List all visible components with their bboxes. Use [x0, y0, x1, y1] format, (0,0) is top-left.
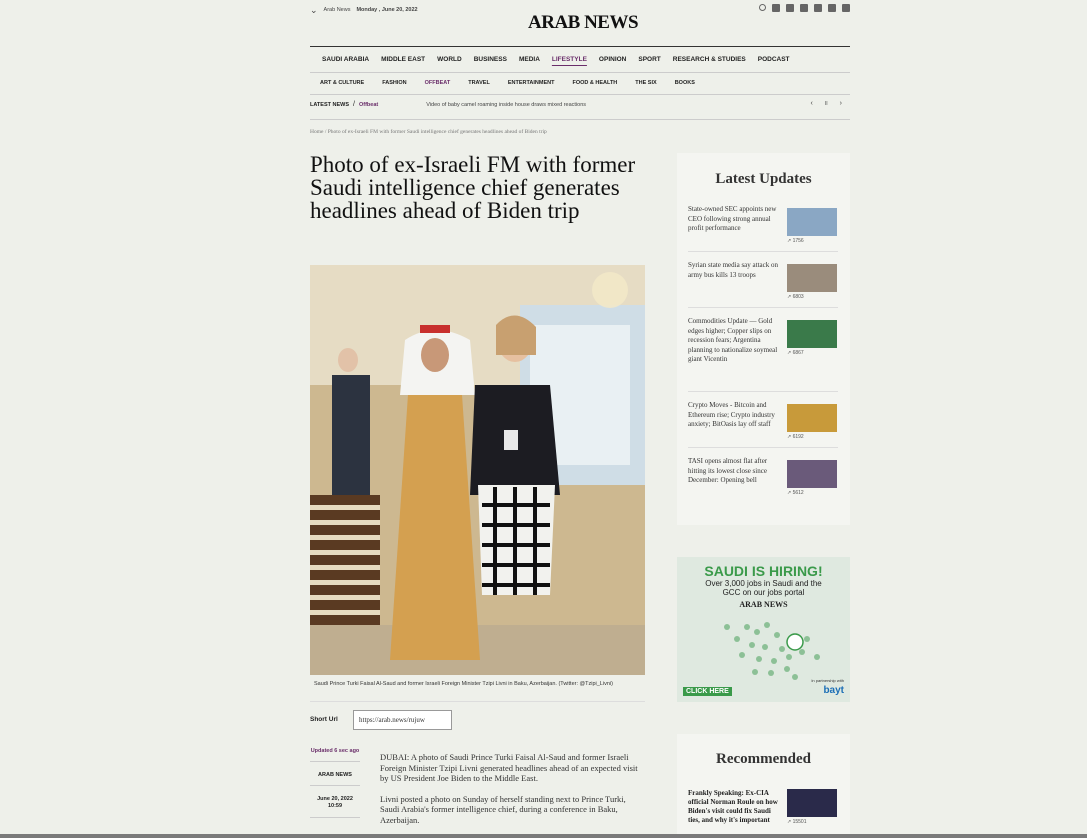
date-row	[310, 6, 418, 14]
subnav-offbeat[interactable]: OFFBEAT	[424, 80, 451, 86]
update-headline[interactable]: Commodities Update — Gold edges higher; Copper slips on recession fears; Argentina planning to nationalize soymeal giant Vicentin	[688, 317, 778, 363]
recommended-thumbnail[interactable]	[787, 789, 837, 817]
current-date: Monday , June 20, 2022	[356, 7, 418, 13]
jobs-ad-banner[interactable]	[677, 557, 850, 702]
recommended-panel	[677, 734, 850, 838]
update-views	[787, 490, 804, 496]
update-headline[interactable]: State-owned SEC appoints new CEO following strong annual profit performance	[688, 205, 777, 232]
recommended-headline[interactable]: Frankly Speaking: Ex-CIA official Norman Roule on how Biden's visit could fix Saudi ties, and why it's important	[688, 789, 778, 824]
article-title: Photo of ex-Israeli FM with former Saudi intelligence chief generates headlines ahead of Biden trip	[310, 152, 636, 223]
update-views	[787, 434, 804, 440]
ticker-controls	[811, 100, 842, 109]
breadcrumb-separator: /	[324, 129, 328, 135]
ad-headline: SAUDI IS HIRING!	[704, 563, 823, 579]
nav-opinion[interactable]: OPINION	[598, 56, 627, 63]
bayt-logo: bayt	[823, 685, 844, 696]
subnav-fashion[interactable]: FASHION	[382, 80, 407, 86]
trend-icon: ↗	[787, 434, 793, 440]
trend-icon: ↗	[787, 490, 793, 496]
update-views	[787, 294, 804, 300]
update-view-count: 6192	[792, 434, 804, 440]
article-body	[380, 752, 645, 835]
update-item[interactable]	[688, 261, 838, 308]
meta-divider	[310, 817, 360, 818]
trend-icon: ↗	[787, 350, 793, 356]
nav-saudi-arabia[interactable]: SAUDI ARABIA	[322, 56, 370, 63]
update-view-count: 5612	[792, 490, 804, 496]
nav-business[interactable]: BUSINESS	[473, 56, 507, 63]
ticker-prev-button[interactable]: ‹	[810, 100, 813, 107]
update-thumbnail[interactable]	[787, 208, 837, 236]
update-thumbnail[interactable]	[787, 460, 837, 488]
update-view-count: 6803	[792, 294, 804, 300]
edition-selector[interactable]: Arab News	[323, 7, 351, 13]
caption-divider	[310, 701, 645, 702]
update-thumbnail[interactable]	[787, 404, 837, 432]
updated-time: Updated 6 sec ago	[310, 748, 360, 754]
rss-icon[interactable]	[828, 4, 836, 12]
subnav-the-six[interactable]: THE SIX	[635, 80, 657, 86]
update-thumbnail[interactable]	[787, 264, 837, 292]
header-divider	[310, 46, 850, 47]
ad-subheadline: Over 3,000 jobs in Saudi and the GCC on our jobs portal	[705, 579, 822, 597]
ad-partner-note: In partnership with	[811, 678, 844, 683]
update-view-count: 1756	[792, 238, 804, 244]
nav-world[interactable]: WORLD	[437, 56, 462, 63]
update-thumbnail[interactable]	[787, 320, 837, 348]
youtube-icon[interactable]	[842, 4, 850, 12]
ad-click-here-button[interactable]: CLICK HERE	[683, 687, 732, 696]
short-url-field[interactable]: https://arab.news/rujuw	[353, 710, 452, 730]
ticker-separator: /	[353, 101, 355, 108]
photo-caption: Saudi Prince Turki Faisal Al-Saud and former Israeli Foreign Minister Tzipi Livni in Baku, Azerbaijan. (Twitter: @Tzipi_Livni)	[314, 681, 613, 687]
ticker-category[interactable]: Offbeat	[358, 101, 379, 108]
ad-brand: ARAB NEWS	[739, 600, 788, 609]
subnav-divider	[310, 94, 850, 95]
published-time: 10:59	[327, 803, 343, 809]
update-views	[787, 238, 804, 244]
breadcrumb-current: Photo of ex-Israeli FM with former Saudi intelligence chief generates headlines ahead of Biden trip	[327, 129, 547, 135]
recommended-view-count: 15501	[792, 819, 807, 825]
update-item[interactable]	[688, 317, 838, 392]
ticker-headline[interactable]: Video of baby camel roaming inside house draws mixed reactions	[426, 101, 587, 108]
trend-icon: ↗	[787, 238, 793, 244]
nav-podcast[interactable]: PODCAST	[757, 56, 790, 63]
breadcrumb	[310, 129, 547, 135]
article-source: ARAB NEWS	[318, 772, 352, 778]
recommended-title: Recommended	[716, 751, 811, 767]
linkedin-icon[interactable]	[800, 4, 808, 12]
subnav-travel[interactable]: TRAVEL	[468, 80, 490, 86]
recommended-views	[787, 819, 807, 825]
update-view-count: 6867	[792, 350, 804, 356]
article-meta	[310, 748, 360, 818]
latest-news-ticker	[310, 101, 850, 108]
article-paragraph: Livni posted a photo on Sunday of herself standing next to Prince Turki, Saudi Arabia's former intelligence chief, during a conference in Baku, Azerbaijan.	[380, 793, 626, 825]
update-headline[interactable]: Syrian state media say attack on army bus kills 13 troops	[688, 261, 778, 279]
meta-divider	[310, 761, 360, 762]
latest-updates-panel	[677, 153, 850, 525]
site-logo[interactable]: ARAB NEWS	[528, 12, 639, 33]
update-item[interactable]	[688, 457, 838, 504]
instagram-icon[interactable]	[814, 4, 822, 12]
subnav-books[interactable]: BOOKS	[674, 80, 695, 86]
nav-media[interactable]: MEDIA	[518, 56, 540, 63]
latest-updates-list	[688, 205, 838, 513]
ticker-divider	[310, 119, 850, 120]
nav-sport[interactable]: SPORT	[638, 56, 661, 63]
search-icon[interactable]	[759, 4, 766, 11]
chevron-down-icon[interactable]: ⌄	[310, 5, 318, 15]
nav-lifestyle[interactable]: LIFESTYLE	[551, 56, 587, 63]
short-url-label: Short Url	[310, 716, 338, 723]
subnav-art-culture[interactable]: ART & CULTURE	[320, 80, 365, 86]
published-date: June 20, 2022	[317, 796, 353, 802]
meta-divider	[310, 785, 360, 786]
update-views	[787, 350, 804, 356]
facebook-icon[interactable]	[772, 4, 780, 12]
sub-nav	[320, 80, 713, 86]
ticker-next-button[interactable]: ›	[839, 100, 842, 107]
latest-news-label: LATEST NEWS	[310, 101, 350, 108]
latest-updates-title: Latest Updates	[715, 171, 812, 187]
nav-research-studies[interactable]: RESEARCH & STUDIES	[672, 56, 746, 63]
subnav-food-health[interactable]: FOOD & HEALTH	[572, 80, 618, 86]
nav-divider	[310, 72, 850, 73]
trend-icon: ↗	[787, 819, 793, 825]
update-item[interactable]	[688, 401, 838, 448]
update-headline[interactable]: Crypto Moves - Bitcoin and Ethereum rise; Crypto industry anxiety; BitOasis lay off staff	[688, 401, 775, 428]
breadcrumb-home[interactable]: Home	[310, 129, 324, 135]
twitter-icon[interactable]	[786, 4, 794, 12]
subnav-entertainment[interactable]: ENTERTAINMENT	[507, 80, 555, 86]
photo-illustration	[310, 265, 645, 675]
article-photo[interactable]	[310, 265, 645, 675]
top-bar	[310, 0, 850, 46]
social-icons	[759, 4, 850, 12]
nav-middle-east[interactable]: MIDDLE EAST	[381, 56, 426, 63]
window-scrollbar[interactable]	[0, 834, 1087, 838]
ticker-pause-button[interactable]: II	[824, 101, 828, 107]
article-paragraph: DUBAI: A photo of Saudi Prince Turki Faisal Al-Saud and former Israeli Foreign Minister Tzipi Livni generated headlines ahead of an expected visit by US President Joe Biden to the Middle East.	[380, 752, 638, 783]
trend-icon: ↗	[787, 294, 793, 300]
main-nav	[322, 56, 802, 63]
update-item[interactable]	[688, 205, 838, 252]
update-headline[interactable]: TASI opens almost flat after hitting its lowest close since December: Opening bell	[688, 457, 768, 484]
